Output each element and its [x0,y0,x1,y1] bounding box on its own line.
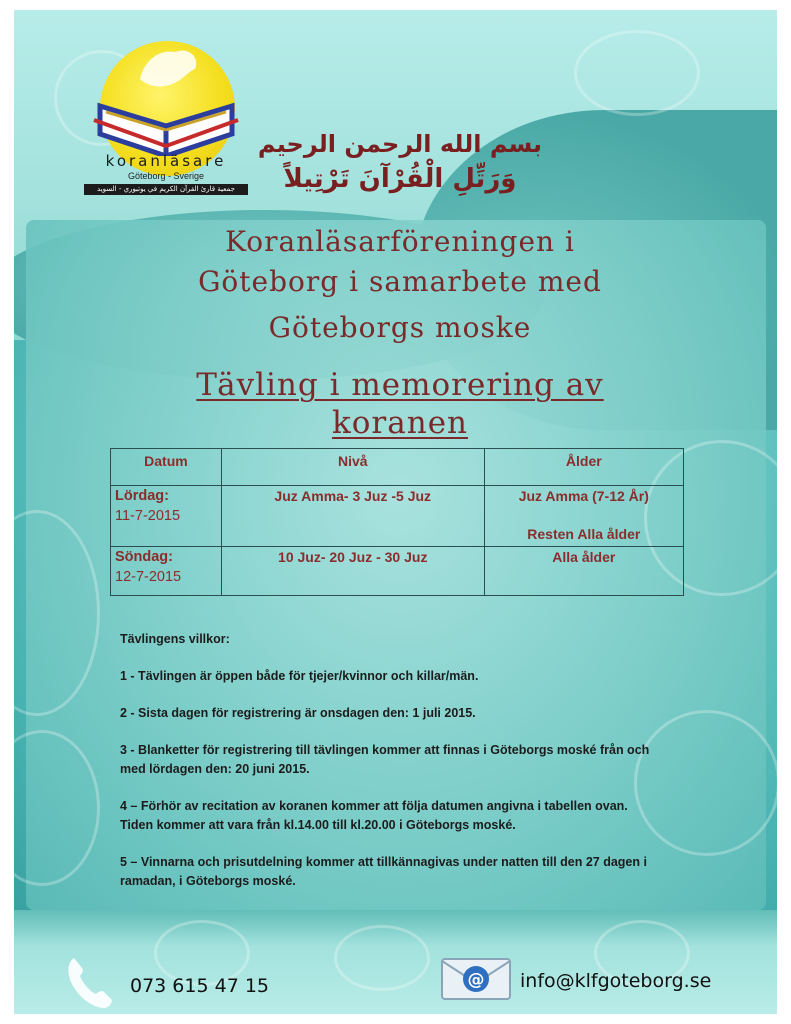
event-title-line-2: koranen [331,405,469,441]
date-value: 11-7-2015 [115,508,181,524]
schedule-table [110,448,684,596]
table-row [111,486,684,547]
koranlasare-logo [80,36,252,206]
map-icon [135,44,205,89]
basmala: بسم الله الرحمن الرحيم [257,130,543,158]
table-row [111,547,684,596]
rule-item: 2 - Sista dagen för registrering är onsdagen den: 1 juli 2015. [120,706,476,720]
header-niva: Nivå [221,449,484,486]
header-datum: Datum [111,449,222,486]
ornament [574,30,700,116]
cell-date [111,486,222,547]
table-header-row [111,449,684,486]
cell-level: Juz Amma- 3 Juz -5 Juz [221,486,484,547]
event-title [120,366,680,442]
cell-age [484,547,683,596]
cell-date [111,547,222,596]
logo-arabic-bar: جمعية قارئ القرآن الكريم في يوتبوري - السويد [84,184,248,195]
mosque-heading: Göteborgs moske [268,311,532,344]
logo-city: Göteborg - Sverige [127,171,205,181]
email-address: info@klfgoteborg.se [520,970,712,992]
organizer-line-1: Koranläsarföreningen i [225,225,575,258]
day-label: Söndag: [115,549,173,565]
day-label: Lördag: [115,488,169,504]
phone-number: 073 615 47 15 [130,975,270,997]
rule-item: 3 - Blanketter för registrering till tävlingen kommer att finnas i Göteborgs moské från och med lördagen den: 20 juni 2015. [120,743,650,776]
svg-text:@: @ [467,970,485,990]
event-title-line-1: Tävling i memorering av [196,367,604,403]
organizer-line-2: Göteborg i samarbete med [198,265,602,298]
cell-level: 10 Juz- 20 Juz - 30 Juz [221,547,484,596]
date-value: 12-7-2015 [115,569,182,585]
cell-age [484,486,683,547]
rule-item: 5 – Vinnarna och prisutdelning kommer att tillkännagivas under natten till den 27 dagen i ramadan, i Göteborgs moské. [120,855,647,888]
organizer-heading [120,222,680,302]
phone-icon [60,952,120,1012]
competition-rules [120,630,660,909]
logo-name: koranläsare [105,152,227,170]
age-value: Alla ålder [552,549,616,565]
rule-item: 4 – Förhör av recitation av koranen kommer att följa datumen angivna i tabellen ovan. Tiden kommer att vara från kl.14.00 till kl.20.00 i Göteborgs moské. [120,799,628,832]
age-value-2: Resten Alla ålder [527,526,641,542]
age-value: Juz Amma (7-12 År) [518,488,649,504]
rule-item: 1 - Tävlingen är öppen både för tjejer/kvinnor och killar/män. [120,669,479,683]
header-alder: Ålder [484,449,683,486]
ornament [334,925,430,991]
quran-verse: وَرَتِّلِ الْقُرْآنَ تَرْتِيلاً [283,164,517,194]
mail-icon [440,955,512,1003]
rules-title: Tävlingens villkor: [120,632,230,646]
